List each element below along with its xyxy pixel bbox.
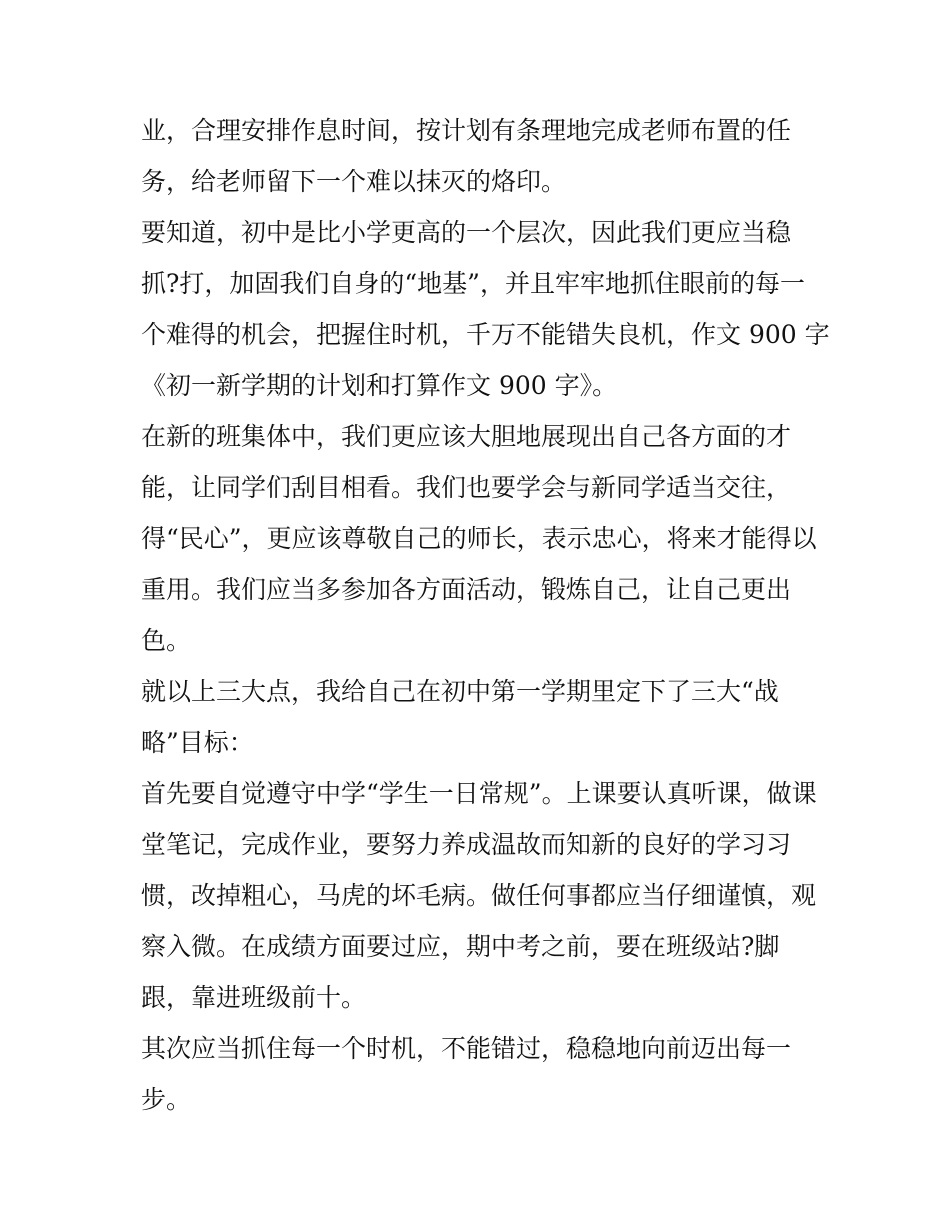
text-line-18: 跟，靠进班级前十。 [141, 983, 367, 1012]
text-line-9: 得“民心”，更应该尊敬自己的师长，表示忠心，将来才能得以 [141, 524, 817, 553]
text-line-3: 要知道，初中是比小学更高的一个层次，因此我们更应当稳 [141, 218, 792, 247]
text-line-5: 个难得的机会，把握住时机，千万不能错失良机，作文 900 字 [141, 320, 830, 349]
text-line-4: 抓?打，加固我们自身的“地基”，并且牢牢地抓住眼前的每一 [141, 269, 805, 298]
text-line-1: 业，合理安排作息时间，按计划有条理地完成老师布置的任 [141, 116, 792, 145]
text-line-7: 在新的班集体中，我们更应该大胆地展现出自己各方面的才 [141, 422, 792, 451]
text-line-10: 重用。我们应当多参加各方面活动，锻炼自己，让自己更出 [141, 575, 792, 604]
text-line-2: 务，给老师留下一个难以抹灭的烙印。 [141, 167, 567, 196]
text-line-6: 《初一新学期的计划和打算作文 900 字》。 [141, 371, 618, 400]
text-line-14: 首先要自觉遵守中学“学生一日常规”。上课要认真听课，做课 [141, 779, 817, 808]
document-text [141, 105, 830, 1125]
text-line-11: 色。 [141, 626, 192, 655]
text-line-16: 惯，改掉粗心，马虎的坏毛病。做任何事都应当仔细谨慎，观 [141, 881, 817, 910]
text-line-8: 能，让同学们刮目相看。我们也要学会与新同学适当交往， [141, 473, 792, 502]
text-line-17: 察入微。在成绩方面要过应，期中考之前，要在班级站?脚 [141, 932, 780, 961]
text-line-19: 其次应当抓住每一个时机，不能错过，稳稳地向前迈出每一 [141, 1034, 792, 1063]
text-line-15: 堂笔记，完成作业，要努力养成温故而知新的良好的学习习 [141, 830, 792, 859]
text-line-13: 略”目标： [141, 728, 254, 757]
text-line-20: 步。 [141, 1085, 192, 1114]
text-line-12: 就以上三大点，我给自己在初中第一学期里定下了三大“战 [141, 677, 779, 706]
